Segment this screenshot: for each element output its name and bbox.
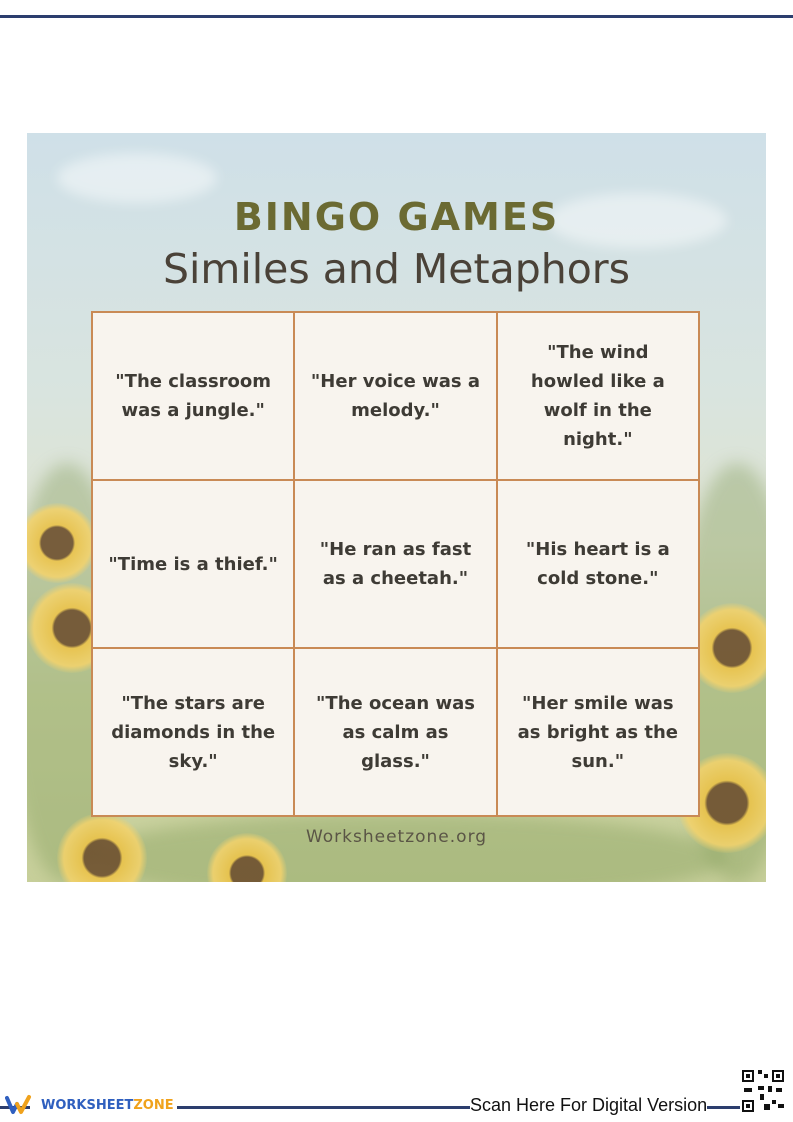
worksheet-title: BINGO GAMES xyxy=(233,195,560,239)
bingo-cell: "The classroom was a jungle." xyxy=(92,312,294,480)
bingo-cell: "He ran as fast as a cheetah." xyxy=(294,480,496,648)
bingo-cell: "The wind howled like a wolf in the night." xyxy=(497,312,699,480)
foliage-decoration xyxy=(87,813,727,882)
bingo-cell: "His heart is a cold stone." xyxy=(497,480,699,648)
qr-code-icon[interactable] xyxy=(740,1068,786,1114)
bingo-cell: "Her voice was a melody." xyxy=(294,312,496,480)
logo-text-main: WORKSHEET xyxy=(41,1097,134,1113)
bingo-cell: "Her smile was as bright as the sun." xyxy=(497,648,699,816)
scan-label: Scan Here For Digital Version xyxy=(470,1095,708,1115)
bingo-cell: "Time is a thief." xyxy=(92,480,294,648)
logo-text xyxy=(41,1098,177,1113)
worksheet-subtitle: Similes and Metaphors xyxy=(162,245,631,293)
worksheetzone-logo-icon xyxy=(5,1094,39,1116)
worksheetzone-logo[interactable] xyxy=(5,1093,177,1117)
top-rule xyxy=(0,15,793,18)
bingo-cell: "The stars are diamonds in the sky." xyxy=(92,648,294,816)
bingo-grid xyxy=(91,311,700,817)
bingo-cell: "The ocean was as calm as glass." xyxy=(294,648,496,816)
logo-text-accent: ZONE xyxy=(133,1097,174,1113)
site-url: Worksheetzone.org xyxy=(305,827,488,847)
bingo-card xyxy=(27,133,766,882)
